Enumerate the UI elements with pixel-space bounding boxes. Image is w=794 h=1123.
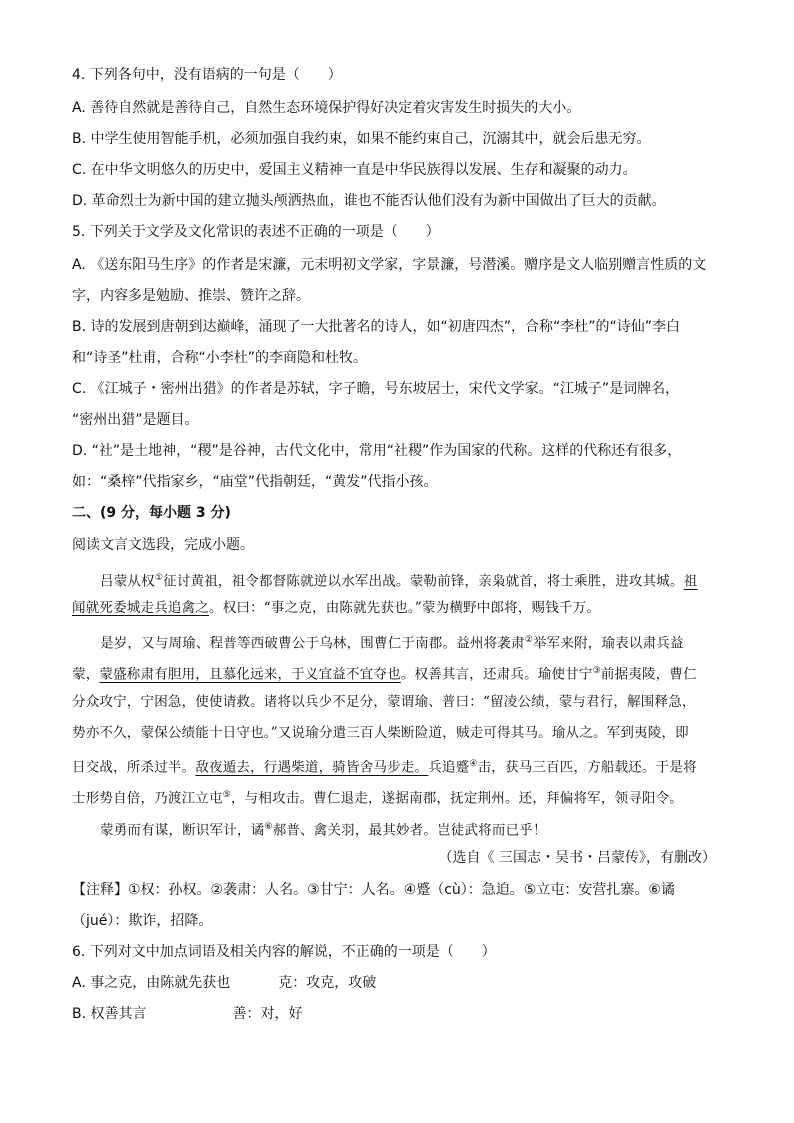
q5-stem: 5. 下列关于文学及文化常识的表述不正确的一项是（ ） bbox=[72, 224, 440, 240]
q5-option-d-line1: D. “社”是土地神，“稷”是谷神，古代文化中，常用“社稷”作为国家的代称。这样的代称还有很多， bbox=[72, 443, 682, 459]
q5-option-b-line1: B. 诗的发展到唐朝到达巅峰，涌现了一大批著名的诗人，如“初唐四杰”，合称“李杜”的“诗仙”李白 bbox=[72, 319, 681, 335]
q5-option-a-line1: A. 《送东阳马生序》的作者是宋濂，元末明初文学家，字景濂，号潜溪。赠序是文人临别赠言性质的文 bbox=[72, 257, 707, 273]
q4-option-b: B. 中学生使用智能手机，必须加强自我约束，如果不能约束自己，沉溺其中，就会后患无穷。 bbox=[72, 131, 651, 147]
q5-option-a-line2: 字，内容多是勉励、推崇、赞许之辞。 bbox=[72, 288, 310, 304]
q5-option-c-line2: “密州出猎”是题目。 bbox=[72, 412, 199, 428]
passage-line: 是岁，又与周瑜、程普等西破曹公于乌林，围曹仁于南郡。益州将袭肃②举军来附，瑜表以肃兵益 bbox=[100, 635, 684, 652]
q5-option-d-line2: 如：“桑梓”代指家乡，“庙堂”代指朝廷，“黄发”代指小孩。 bbox=[72, 474, 438, 490]
q6-option-a: A. 事之克，由陈就先获也 克：攻克，攻破 bbox=[72, 975, 377, 991]
q6-stem: 6. 下列对文中加点词语及相关内容的解说，不正确的一项是（ ） bbox=[72, 944, 496, 960]
q6-option-b: B. 权善其言 善：对，好 bbox=[72, 1006, 303, 1022]
notes-line1: 【注释】①权：孙权。②袭肃：人名。③甘宁：人名。④蹙（cù）：急迫。⑤立屯：安营扎寨。⑥谲 bbox=[72, 882, 675, 898]
q4-option-a: A. 善待自然就是善待自己，自然生态环境保护得好决定着灾害发生时损失的大小。 bbox=[72, 100, 581, 116]
notes-line2: （jué）：欺诈，招降。 bbox=[72, 913, 213, 929]
passage-line: 蒙，蒙盛称肃有胆用，且慕化远来，于义宜益不宜夺也。权善其言，还肃兵。瑜使甘宁③前据夷陵，曹仁 bbox=[72, 666, 697, 683]
passage-line: 吕蒙从权①征讨黄祖，祖令都督陈就逆以水军出战。蒙勒前锋，亲枭就首，将士乘胜，进攻其城。祖 bbox=[100, 573, 698, 590]
q5-option-c-line1: C. 《江城子・密州出猎》的作者是苏轼，字子瞻，号东坡居士，宋代文学家。“江城子”是词牌名， bbox=[72, 381, 680, 397]
section-heading: 二、(9 分，每小题 3 分) bbox=[72, 505, 231, 521]
q4-option-d: D. 革命烈士为新中国的建立抛头颅洒热血，谁也不能否认他们没有为新中国做出了巨大的贡献。 bbox=[72, 193, 666, 209]
passage-line: 士形势自倍，乃渡江立屯⑤，与相攻击。曹仁退走，遂据南郡，抚定荆州。还，拜偏将军，领寻阳令。 bbox=[72, 790, 684, 807]
passage-line: 闻就死委城走兵追禽之。权曰：“事之克，由陈就先获也。”蒙为横野中郎将，赐钱千万。 bbox=[72, 600, 601, 616]
passage-line: 日交战，所杀过半。敌夜遁去，行遇柴道，骑皆舍马步走。兵追蹙④击，获马三百匹，方船载还。于是将 bbox=[72, 759, 697, 776]
q4-stem: 4. 下列各句中，没有语病的一句是（ ） bbox=[72, 67, 342, 83]
passage-source: （选自《 三国志・吴书・吕蒙传》，有删改） bbox=[438, 850, 716, 866]
q4-option-c: C. 在中华文明悠久的历史中，爱国主义精神一直是中华民族得以发展、生存和凝聚的动力。 bbox=[72, 162, 637, 178]
section-instruction: 阅读文言文选段，完成小题。 bbox=[72, 537, 254, 553]
passage-line: 分众攻宁，宁困急，使使请救。诸将以兵少不足分，蒙谓瑜、普曰：“留凌公绩，蒙与君行，解围释急， bbox=[72, 694, 696, 710]
q5-option-b-line2: 和“诗圣”杜甫，合称“小李杜”的李商隐和杜牧。 bbox=[72, 350, 368, 366]
passage-line: 蒙勇而有谋，断识军计，谲⑥郝普、禽关羽，最其妙者。岂徒武将而已乎！ bbox=[100, 822, 547, 839]
passage-line: 势亦不久，蒙保公绩能十日守也。”又说瑜分遣三百人柴断险道，贼走可得其马。瑜从之。军到夷陵，即 bbox=[72, 725, 689, 741]
